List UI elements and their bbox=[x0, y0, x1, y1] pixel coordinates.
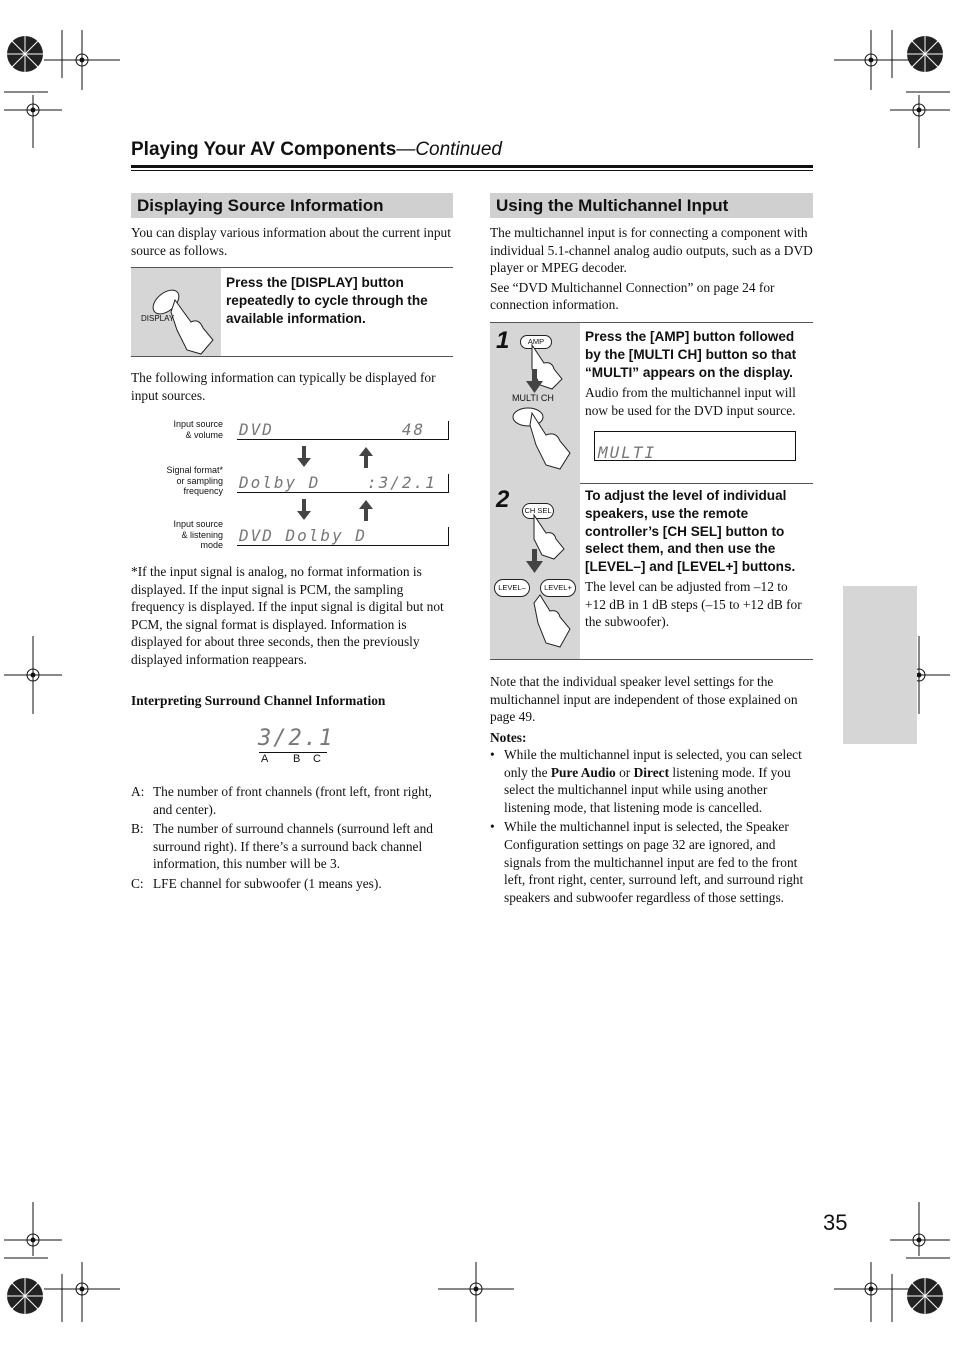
display-button-label: DISPLAY bbox=[141, 314, 175, 323]
step-2-illustration-panel bbox=[490, 483, 580, 659]
surround-heading: Interpreting Surround Channel Information bbox=[131, 693, 386, 708]
multi-lcd-frame bbox=[594, 431, 796, 461]
step-2-hands-icon bbox=[490, 483, 580, 659]
step-1-number: 1 bbox=[496, 327, 510, 354]
display-step-box bbox=[131, 267, 453, 357]
surround-display: 3/2.1 bbox=[258, 726, 335, 751]
step-2-number: 2 bbox=[496, 486, 510, 513]
display-intro: You can display various information about the current input source as follows. bbox=[131, 225, 451, 258]
section-heading-multichannel: Using the Multichannel Input bbox=[490, 193, 813, 218]
surround-letter-b: B bbox=[293, 753, 301, 765]
display-following: The following information can typically be displayed for input sources. bbox=[131, 370, 436, 403]
note-text: While the multichannel input is selected, you can select only the bbox=[504, 747, 802, 780]
display-button-hand-icon bbox=[131, 268, 221, 356]
title-rule bbox=[131, 165, 813, 168]
lcd-label-line: Input source bbox=[173, 519, 223, 529]
legend-text: The number of front channels (front left, front right, and center). bbox=[153, 784, 432, 817]
lcd-label-line: mode bbox=[200, 540, 223, 550]
legend-item bbox=[131, 820, 453, 873]
lcd-label-line: Input source bbox=[173, 419, 223, 429]
step-1-illustration-panel bbox=[490, 323, 580, 483]
legend-key: A: bbox=[131, 784, 145, 799]
display-illustration-panel bbox=[131, 268, 221, 356]
display-instruction: Press the [DISPLAY] button repeatedly to cycle through the available information. bbox=[226, 275, 428, 326]
page-title bbox=[131, 139, 502, 161]
level-plus-button-icon: LEVEL+ bbox=[540, 579, 576, 597]
multichannel-step-1 bbox=[490, 322, 813, 484]
surround-letter-a: A bbox=[261, 753, 269, 765]
legend-text: LFE channel for subwoofer (1 means yes). bbox=[153, 875, 382, 891]
note-bold: Direct bbox=[633, 764, 670, 780]
lcd-label-line: & listening bbox=[181, 529, 223, 540]
multichannel-intro bbox=[490, 224, 813, 314]
page-title-main: Playing Your AV Components bbox=[131, 139, 397, 160]
legend-key: C: bbox=[131, 875, 144, 891]
cycle-arrows-icon bbox=[295, 446, 375, 468]
multi-lcd-text: MULTI bbox=[598, 443, 657, 462]
surround-legend bbox=[131, 783, 453, 893]
section-heading-display-info: Displaying Source Information bbox=[131, 193, 453, 218]
lcd-display-2: Dolby D :3/2.1 bbox=[237, 474, 449, 493]
multichannel-intro-2: See “DVD Multichannel Connection” on page 24 for connection information. bbox=[490, 279, 775, 313]
lcd-label-line: & volume bbox=[185, 429, 223, 440]
legend-text: The number of surround channels (surround left and surround right). If there’s a surround back channel information, this number will be 3. bbox=[153, 821, 434, 872]
cycle-arrows-icon bbox=[295, 499, 375, 521]
input-signal-footnote: *If the input signal is analog, no format information is displayed. If the input signal is PCM, the sampling frequency is displayed. If the input signal is digital but not PCM, the signal format is displayed. Information is displayed for about three seconds, then the previously displayed information reappears. bbox=[131, 564, 444, 667]
lcd-row-label-3 bbox=[131, 519, 223, 551]
level-minus-button-icon: LEVEL– bbox=[494, 579, 530, 597]
step-2-instruction: To adjust the level of individual speakers, use the remote controller’s [CH SEL] button to select them, and then use the [LEVEL–] and [LEVEL+] buttons. bbox=[585, 488, 796, 575]
notes-heading: Notes: bbox=[490, 730, 527, 745]
note-bold: Pure Audio bbox=[550, 764, 616, 780]
lcd-label-line: or sampling bbox=[176, 475, 223, 486]
legend-item bbox=[131, 783, 453, 818]
lcd-row-label-1 bbox=[131, 419, 223, 440]
speaker-level-note: Note that the individual speaker level settings for the multichannel input are independent of those explained on page 49. bbox=[490, 674, 798, 725]
lcd-label-line: Signal format* bbox=[166, 465, 223, 475]
legend-item bbox=[131, 875, 453, 893]
surround-letter-c: C bbox=[313, 753, 321, 765]
lcd-display-3: DVD Dolby D bbox=[237, 527, 449, 546]
step-1-instruction: Press the [AMP] button followed by the [MULTI CH] button so that “MULTI” appears on the display. bbox=[585, 329, 797, 380]
multichannel-step-2 bbox=[490, 483, 813, 660]
note-item bbox=[490, 746, 813, 816]
ch-sel-button-icon: CH SEL bbox=[522, 503, 554, 519]
multichannel-intro-1: The multichannel input is for connecting a component with individual 5.1-channel analog audio outputs, such as a DVD player or MPEG decoder. bbox=[490, 225, 813, 276]
lcd-row-label-2 bbox=[131, 465, 223, 497]
step-2-detail: The level can be adjusted from –12 to +12 dB in 1 dB steps (–15 to +12 dB for the subwoofer). bbox=[585, 579, 802, 630]
side-tab bbox=[843, 586, 917, 744]
page-number: 35 bbox=[823, 1210, 848, 1235]
lcd-label-line: frequency bbox=[183, 486, 223, 496]
legend-key: B: bbox=[131, 821, 144, 837]
amp-button-icon: AMP bbox=[520, 335, 552, 349]
note-text: listening mode. If you select the multichannel input while using another listening mode, that listening mode is cancelled. bbox=[504, 764, 791, 815]
note-item: • While the multichannel input is selected, the Speaker Configuration settings on page 32 are ignored, and signals from the multichannel input are fed to the front left, front right, center, surround left, and surround right speakers and subwoofer regardless of those settings. bbox=[490, 818, 813, 906]
step-1-hands-icon bbox=[490, 323, 580, 483]
title-rule-thin bbox=[131, 170, 813, 171]
notes-list bbox=[490, 746, 813, 906]
note-text: or bbox=[615, 764, 634, 780]
step-1-detail: Audio from the multichannel input will now be used for the DVD input source. bbox=[585, 385, 796, 418]
lcd-display-1: DVD 48 bbox=[237, 421, 449, 440]
multich-button-label: MULTI CH bbox=[512, 393, 554, 403]
page-title-continued: —Continued bbox=[396, 139, 502, 160]
